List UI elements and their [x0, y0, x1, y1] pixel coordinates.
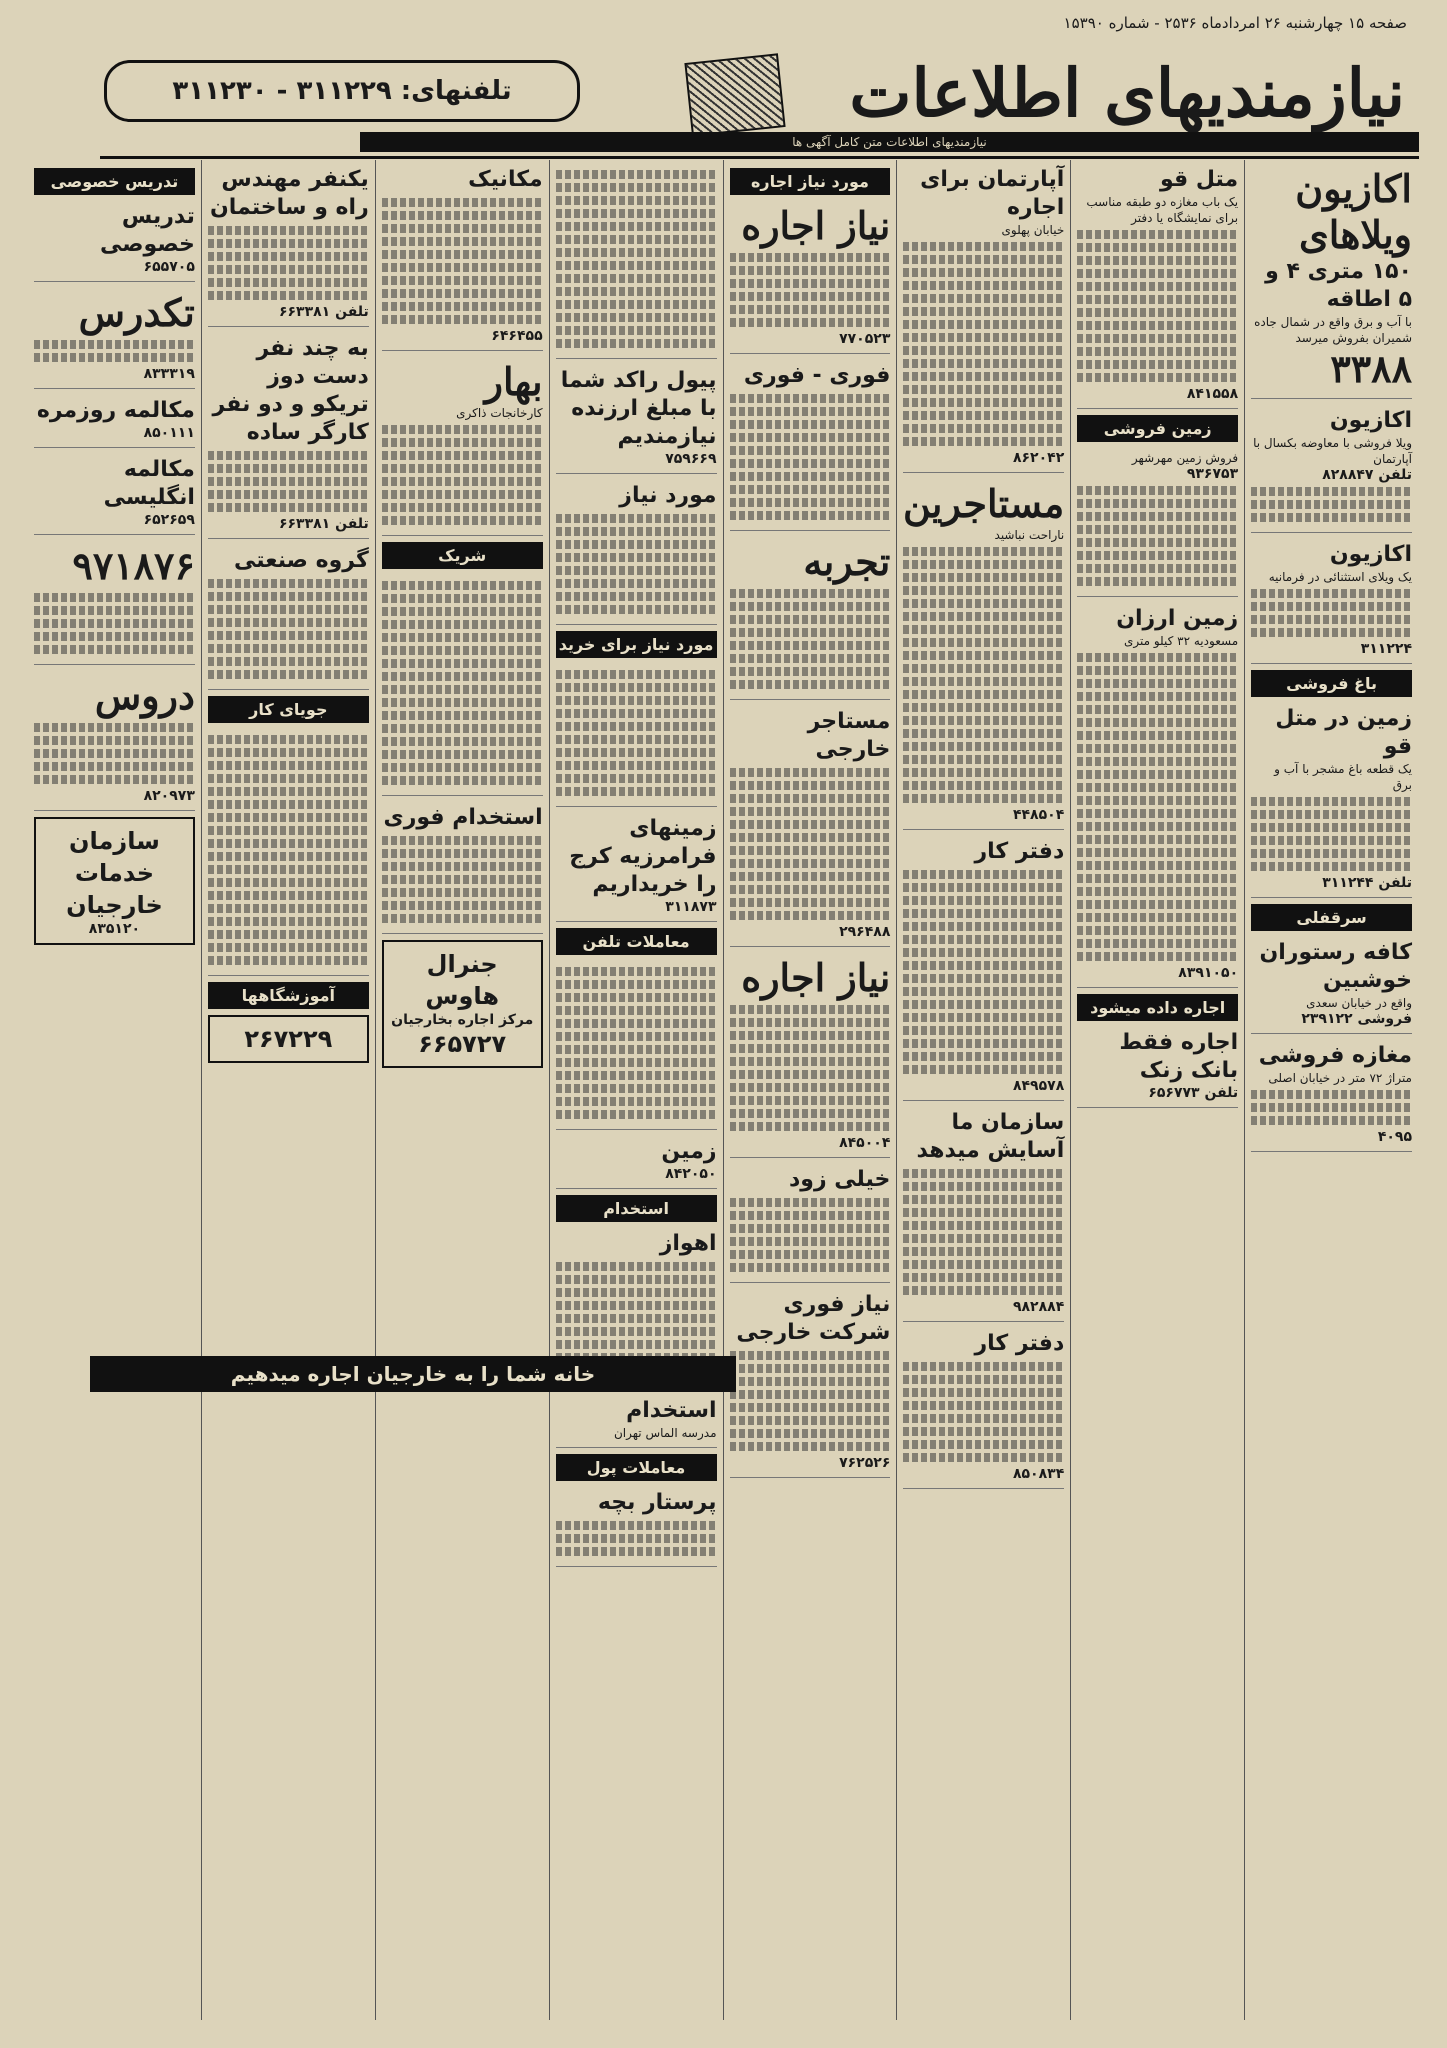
column-5 — [549, 160, 723, 2020]
classified-ad: نیاز اجاره ۸۴۵۰۰۴ — [730, 953, 891, 1158]
classified-ad — [382, 575, 543, 796]
classified-ad: اکازیون ویلا فروشی با معاوضه بکسال با آپارتمان تلفن ۸۲۸۸۴۷ — [1251, 405, 1412, 533]
classified-ad: مغازه فروشی متراژ ۷۲ متر در خیابان اصلی ۴۰۹۵ — [1251, 1040, 1412, 1152]
column-7 — [201, 160, 375, 2020]
classified-ad: تدریس خصوصی ۶۵۵۷۰۵ — [34, 201, 195, 282]
section-band: مورد نیاز اجاره — [730, 168, 891, 195]
classified-ad: دفتر کار ۸۴۹۵۷۸ — [903, 836, 1064, 1101]
column-4 — [723, 160, 897, 2020]
classified-ad: نیاز اجاره ۷۷۰۵۲۳ — [730, 201, 891, 354]
rental-banner: خانه شما را به خارجیان اجاره میدهیم — [90, 1356, 736, 1392]
section-band: باغ فروشی — [1251, 670, 1412, 697]
ad-columns — [28, 160, 1418, 2020]
classified-ad: مستاجر خارجی ۲۹۶۴۸۸ — [730, 706, 891, 947]
column-6 — [375, 160, 549, 2020]
brand-title: نیازمندیهای اطلاعات — [849, 54, 1405, 132]
classified-ad: مورد نیاز — [556, 480, 717, 625]
classified-ad: استخدام فوری — [382, 802, 543, 934]
section-band: مورد نیاز برای خرید — [556, 631, 717, 658]
masthead — [100, 36, 1419, 159]
classified-ad — [208, 729, 369, 976]
classified-ad: خیلی زود — [730, 1164, 891, 1283]
classified-ad: پیول راکد شما با مبلغ ارزنده نیازمندیم ۷۵۹۶۶۹ — [556, 365, 717, 474]
boxed-ad: جنرال هاوس مرکز اجاره بخارجیان ۶۶۵۷۲۷ — [382, 940, 543, 1068]
phone-numbers: تلفنهای: ۳۱۱۲۲۹ - ۳۱۱۲۳۰ — [104, 60, 580, 122]
classified-ad: دفتر کار ۸۵۰۸۳۴ — [903, 1328, 1064, 1489]
classified-ad: دروس ۸۲۰۹۷۳ — [34, 671, 195, 811]
classified-ad: تجربه — [730, 537, 891, 700]
column-2 — [1070, 160, 1244, 2020]
classified-ad: یکنفر مهندس راه و ساختمان تلفن ۶۶۳۳۸۱ — [208, 164, 369, 327]
classified-ad: اکازیون ویلاهای ۱۵۰ متری ۴ و ۵ اطاقه با آب و برق واقع در شمال جاده شمیران بفروش میرسد ۳۳۸۸ — [1251, 164, 1412, 399]
section-band: زمین فروشی — [1077, 415, 1238, 442]
classified-ad: گروه صنعتی — [208, 545, 369, 690]
classified-ad: استخدام مدرسه الماس تهران — [556, 1395, 717, 1448]
classified-ad: زمین ۸۴۲۰۵۰ — [556, 1136, 717, 1189]
subtitle-band: نیازمندیهای اطلاعات متن کامل آگهی ها — [360, 132, 1419, 152]
section-band: سرقفلی — [1251, 904, 1412, 931]
boxed-ad: ۲۶۷۲۲۹ — [208, 1015, 369, 1063]
classified-ad: زمین ارزان مسعودیه ۳۲ کیلو متری ۸۳۹۱۰۵۰ — [1077, 603, 1238, 988]
classified-ad — [556, 664, 717, 807]
section-band: جویای کار — [208, 696, 369, 723]
classified-ad: سازمان ما آسایش میدهد ۹۸۲۸۸۴ — [903, 1107, 1064, 1322]
classified-ad — [556, 164, 717, 359]
classified-ad: مکالمه انگلیسی ۶۵۲۶۵۹ — [34, 454, 195, 535]
classified-ad: زمینهای فرامرزیه کرج را خریداریم ۳۱۱۸۷۳ — [556, 813, 717, 922]
section-band: معاملات پول — [556, 1454, 717, 1481]
classified-ad: تکدرس ۸۳۳۳۱۹ — [34, 288, 195, 389]
classified-ad: مکانیک ۶۴۶۴۵۵ — [382, 164, 543, 351]
classified-ad: مستاجرین ناراحت نباشید ۴۴۸۵۰۴ — [903, 479, 1064, 830]
date-line: صفحه ۱۵ چهارشنبه ۲۶ امردادماه ۲۵۳۶ - شماره ۱۵۳۹۰ — [1063, 14, 1407, 32]
classified-ad: فوری - فوری — [730, 360, 891, 531]
classified-ad: کافه رستوران خوشبین واقع در خیابان سعدی فروشی ۲۳۹۱۲۲ — [1251, 937, 1412, 1034]
column-8 — [28, 160, 201, 2020]
classified-ad — [556, 961, 717, 1130]
classified-ad: نیاز فوری شرکت خارجی ۷۶۲۵۲۶ — [730, 1289, 891, 1478]
classified-ad: فروش زمین مهرشهر ۹۳۶۷۵۳ — [1077, 448, 1238, 597]
classified-ad: زمین در متل قو یک قطعه باغ مشجر با آب و برق تلفن ۳۱۱۲۴۴ — [1251, 703, 1412, 898]
classified-ad: اهواز — [556, 1228, 717, 1389]
classified-ad: آپارتمان برای اجاره خیابان پهلوی ۸۶۲۰۴۲ — [903, 164, 1064, 473]
classified-ad: اجاره فقط بانک زنک تلفن ۶۵۶۷۷۳ — [1077, 1027, 1238, 1108]
classified-ad: ۹۷۱۸۷۶ — [34, 541, 195, 665]
section-band: شریک — [382, 542, 543, 569]
classified-ad: بهار کارخانجات ذاکری — [382, 357, 543, 536]
classified-ad: متل قو یک باب مغازه دو طبقه مناسب برای نمایشگاه یا دفتر ۸۴۱۵۵۸ — [1077, 164, 1238, 409]
section-band: تدریس خصوصی — [34, 168, 195, 195]
section-band: آموزشگاهها — [208, 982, 369, 1009]
section-band: معاملات تلفن — [556, 928, 717, 955]
section-band: اجاره داده میشود — [1077, 994, 1238, 1021]
classified-ad: به چند نفر دست دوز تریکو و دو نفر کارگر ساده تلفن ۶۶۳۳۸۱ — [208, 333, 369, 539]
classified-ad: اکازیون یک ویلای استثنائی در فرمانیه ۳۱۱۲۲۴ — [1251, 539, 1412, 664]
column-1 — [1244, 160, 1418, 2020]
boxed-ad: سازمان خدمات خارجیان ۸۳۵۱۲۰ — [34, 817, 195, 945]
column-3 — [896, 160, 1070, 2020]
emblem-icon — [684, 53, 785, 136]
classified-ad: پرستار بچه — [556, 1487, 717, 1567]
classified-ad: مکالمه روزمره ۸۵۰۱۱۱ — [34, 395, 195, 448]
section-band: استخدام — [556, 1195, 717, 1222]
